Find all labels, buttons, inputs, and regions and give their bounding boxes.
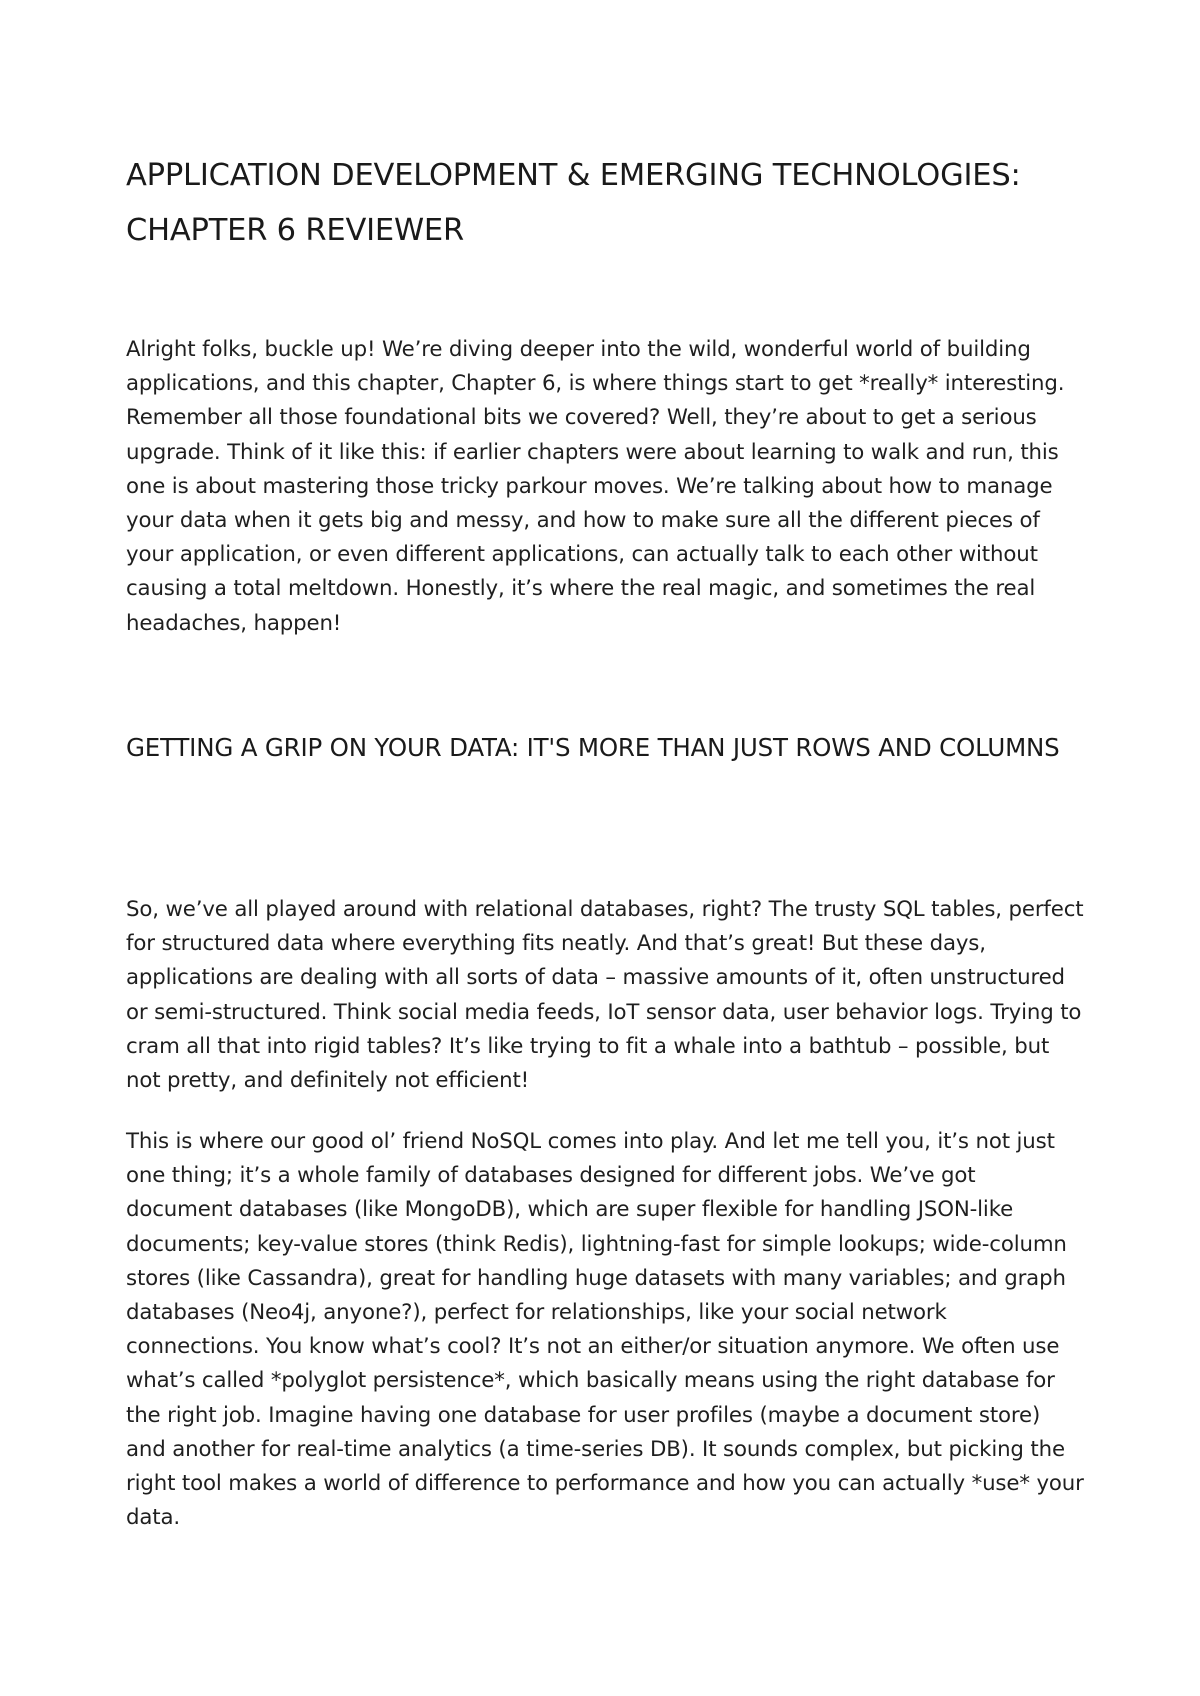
section-heading: GETTING A GRIP ON YOUR DATA: IT'S MORE THAN JUST ROWS AND COLUMNS <box>126 733 1060 762</box>
section-paragraph: So, we’ve all played around with relational databases, right? The trusty SQL tables, perfect for structured data where everything fits neatly. And that’s great! But these days, applications are dealing with all sorts of data – massive amounts of it, often unstructured or semi-structured. Think social media feeds, IoT sensor data, user behavior logs. Trying to cram all that into rigid tables? It’s like trying to fit a whale into a bathtub – possible, but not pretty, and definitely not efficient! <box>126 897 1084 1094</box>
intro-paragraph: Alright folks, buckle up! We’re diving deeper into the wild, wonderful world of building applications, and this chapter, Chapter 6, is where things start to get *really* interesting. Remember all those foundational bits we covered? Well, they’re about to get a serious upgrade. Think of it like this: if earlier chapters were about learning to walk and run, this one is about mastering those tricky parkour moves. We’re talking about how to manage your data when it gets big and messy, and how to make sure all the different pieces of your application, or even different applications, can actually talk to each other without causing a total meltdown. Honestly, it’s where the real magic, and sometimes the real headaches, happen! <box>126 337 1065 636</box>
document-title: APPLICATION DEVELOPMENT & EMERGING TECHNOLOGIES: CHAPTER 6 REVIEWER <box>126 158 1021 248</box>
section-paragraph: This is where our good ol’ friend NoSQL comes into play. And let me tell you, it’s not just one thing; it’s a whole family of databases designed for different jobs. We’ve got document databases (like MongoDB), which are super flexible for handling JSON-like documents; key-value stores (think Redis), lightning-fast for simple lookups; wide-column stores (like Cassandra), great for handling huge datasets with many variables; and graph databases (Neo4j, anyone?), perfect for relationships, like your social network connections. You know what’s cool? It’s not an either/or situation anymore. We often use what’s called *polyglot persistence*, which basically means using the right database for the right job. Imagine having one database for user profiles (maybe a document store) and another for real-time analytics (a time-series DB). It sounds complex, but picking the right tool makes a world of difference to performance and how you can actually *use* your data. <box>126 1129 1084 1531</box>
